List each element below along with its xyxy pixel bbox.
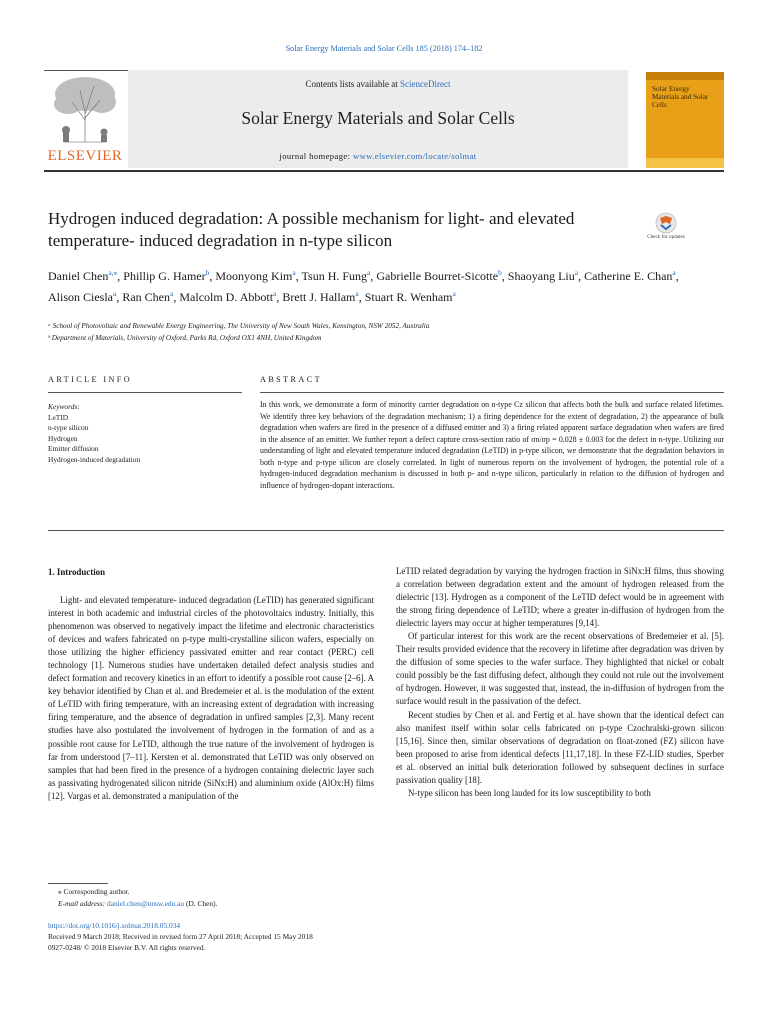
check-for-updates-button[interactable] (644, 212, 688, 258)
journal-cover[interactable] (646, 72, 724, 168)
author-affiliation-mark[interactable]: a (170, 289, 174, 298)
author-affiliation-mark[interactable]: a (113, 289, 117, 298)
journal-homepage-line (128, 151, 628, 161)
keyword-item: Hydrogen-induced degradation (48, 454, 141, 464)
author-affiliation-mark[interactable]: a (273, 289, 277, 298)
author-affiliation-mark[interactable]: a,⁎ (108, 268, 118, 277)
author-affiliation-mark[interactable]: b (205, 268, 210, 277)
email-label: E-mail address: (58, 899, 107, 908)
article-info-heading: ARTICLE INFO (48, 375, 133, 384)
body-paragraph: Light- and elevated temperature- induced degradation (LeTID) has generated significant interest in both academic and industrial circles of the photovoltaics industry. Initially, this phenomenon was observed to negatively impact the lifetime and electronic characteristics of devices and wafers fabricated on p-type multi-crystalline silicon wafers, especially on those utilizing the higher efficiency passivated emitter and rear contact (PERC) cell technology [1]. Numerous studies have undertaken detailed defect analysis studies and defect formation and recovery kinetics in an effort to identify a possible root cause [2–6]. A key behavior identified by Chan et al. and Bredemeier et al. is the modulation of the extent of LeTID with firing temperature, with an increasing extent of degradation with increasing firing temperature, and the absence of degradation in unfired samples [2,3]. Many recent studies have also postulated the involvement of hydrogen in the formation of and as a possible root cause for LeTID, although the true nature of the involvement of hydrogen is far from understood [7–11]. Kersten et al. demonstrated that LeTID was only observed on samples that had been fired in the presence of a hydrogen containing dielectric layer such as passivating hydrogenated silicon nitride (SiNx:H) and aluminium oxide (AlOx:H) films [12]. Vargas et al. demonstrated a manipulation of the (48, 595, 374, 801)
author-name[interactable]: Ran Chen (122, 290, 171, 304)
author-affiliation-mark[interactable]: a (574, 268, 579, 277)
check-for-updates-label: Check for updates (647, 234, 685, 240)
author-name[interactable]: Stuart R. Wenham (364, 290, 453, 304)
body-column-left (48, 594, 374, 803)
header-bottom-rule (44, 170, 724, 172)
abstract-heading: ABSTRACT (260, 375, 322, 384)
body-paragraph: Of particular interest for this work are the recent observations of Bredemeier et al. [5]. Their results provided evidence that the recovery in lifetime after degradation was driven by the diffusion of some species to the wafer surface. They highlighted that nickel or cobalt could possibly be the fast diffusing defect, although they could not rule out the involvement of hydrogen. However, it was suggested that, instead, the in-diffusion of hydrogen from the surface would result in the passivation of the defect. (396, 631, 724, 707)
received-dates: Received 9 March 2018; Received in revised form 27 April 2018; Accepted 15 May 2018 (48, 932, 313, 941)
publisher-name: ELSEVIER (47, 148, 123, 164)
body-paragraph: LeTID related degradation by varying the hydrogen fraction in SiNx:H films, thus showing a correlation between degradation extent and the amount of hydrogen released from the dielectric [13]. Hydrogen as a component of the LeTID defect would be in agreement with the strong firing dependence of LeTID; where a greater in-diffusion of hydrogen from the dielectric layers may occur at higher temperatures [9,14]. (396, 566, 724, 629)
cover-title: Solar Energy Materials and Solar Cells (652, 85, 709, 109)
body-column-right (396, 565, 724, 800)
keyword-item: Emitter diffusion (48, 444, 99, 454)
keyword-item: Hydrogen (48, 433, 78, 443)
homepage-link[interactable]: www.elsevier.com/locate/solmat (352, 151, 477, 161)
abstract-text: In this work, we demonstrate a form of minority carrier degradation on n-type Cz silicon that affects both the bulk and surface related lifetimes. We identify three key behaviors of the degradation mechanism; 1) a firing dependence for the extent of degradation, 2) the appearance of bulk degradation when wafers are fired in the presence of a diffused emitter and 3) a firing related apparent surface degradation when wafers are fired in the absence of an emitter. We further report a defect capture cross-section ratio of σn/σp = 0.028 ± 0.003 for the defect in n-type. Utilizing our understanding of light and elevated temperature induced degradation (LeTID) in p-type silicon, we demonstrate that the degradation behaviors in both n-type and p-type silicon are closely correlated. In light of numerous reports on the involvement of hydrogen, the potential role of a hydrogen-induced degradation mechanism is discussed in both p- and n-type silicon, particularly in relation to the diffusion of hydrogen and influence of hydrogen-dopant interactions. (260, 400, 724, 490)
body-paragraph: Recent studies by Chen et al. and Fertig et al. have shown that the identical defect can also manifest itself within solar cells fabricated on p-type Czochralski-grown silicon [15,16]. Since then, similar observations of degradation on float-zoned (FZ) silicon have been proposed to arise from identical defects [11,17,18]. In these FZ-LID studies, Sperber et al. observed an initial bulk deterioration followed by subsequent declines in surface passivation quality [18]. (396, 709, 724, 785)
footnote-rule (48, 883, 108, 884)
author-name[interactable]: Malcolm D. Abbott (179, 290, 274, 304)
email-suffix: (D. Chen). (184, 899, 218, 908)
author-affiliation-mark[interactable]: a (367, 268, 371, 277)
keyword-item: LeTID (48, 412, 69, 422)
author-name[interactable]: Alison Ciesla (48, 290, 113, 304)
author-name[interactable]: Tsun H. Fung (301, 269, 368, 283)
contents-prefix: Contents lists available at (305, 79, 400, 89)
cover-bottom-band (646, 158, 724, 168)
author-name[interactable]: Daniel Chen (48, 269, 109, 283)
contents-line (128, 79, 628, 89)
author-name[interactable]: Shaoyang Liu (507, 269, 575, 283)
author-name[interactable]: Gabrielle Bourret-Sicotte (376, 269, 499, 283)
email-note (58, 899, 217, 908)
doi-link[interactable]: https://doi.org/10.1016/j.solmat.2018.05.034 (48, 921, 181, 930)
keywords-heading: Keywords: (48, 402, 80, 411)
author-name[interactable]: Catherine E. Chan (584, 269, 673, 283)
journal-citation[interactable]: Solar Energy Materials and Solar Cells 185 (2018) 174–182 (285, 44, 483, 53)
keyword-item: n-type silicon (48, 423, 89, 433)
abstract-bottom-rule (48, 530, 724, 531)
article-info-rule (48, 392, 242, 393)
author-affiliation-mark[interactable]: a (672, 268, 676, 277)
article-title: Hydrogen induced degradation: A possible mechanism for light- and elevated temperature- induced degradation in n-type silicon (48, 209, 575, 250)
author-name[interactable]: Brett J. Hallam (282, 290, 356, 304)
affiliation-a: ᵃ School of Photovoltaic and Renewable Energy Engineering, The University of New South Wales, Kensington, NSW 2052, Australia (48, 322, 430, 330)
author-affiliation-mark[interactable]: b (498, 268, 502, 277)
abstract-rule (260, 392, 724, 393)
check-for-updates-icon (644, 212, 688, 234)
copyright-notice: 0927-0248/ © 2018 Elsevier B.V. All rights reserved. (48, 943, 206, 952)
corresponding-author-note: ⁎ Corresponding author. (58, 887, 130, 896)
keywords-block (48, 402, 242, 466)
author-affiliation-mark[interactable]: a (355, 289, 359, 298)
author-affiliation-mark[interactable]: a (452, 289, 456, 298)
author-name[interactable]: Moonyong Kim (215, 269, 293, 283)
journal-name: Solar Energy Materials and Solar Cells (241, 108, 515, 128)
homepage-prefix: journal homepage: (279, 151, 353, 161)
author-list: Daniel Chen$^{a,⁎}$, Phillip G. Hamer$^b$, Moonyong Kim$^a$, Tsun H. Fung$^a$, Gabrielle Bourret-Sicotte$^b$, Shaoyang Liu$^a$, Catherine E. Chan$^a$, Alison Ciesla$^a$, Ran Chen$^a$, Malcolm D. Abbott$^a$, Brett J. Hallam$^a$, Stuart R. Wenham$^a$ (48, 268, 679, 304)
body-paragraph: N-type silicon has been long lauded for its low susceptibility to both (408, 787, 651, 798)
affiliation-b: ᵇ Department of Materials, University of Oxford, Parks Rd, Oxford OX1 4NH, United Kingdom (48, 334, 322, 342)
email-link[interactable]: daniel.chen@unsw.edu.au (107, 899, 185, 908)
author-affiliation-mark[interactable]: a (292, 268, 296, 277)
section-heading-introduction: 1. Introduction (48, 567, 106, 577)
cover-top-band (646, 72, 724, 80)
sciencedirect-link[interactable]: ScienceDirect (400, 79, 451, 89)
author-name[interactable]: Phillip G. Hamer (123, 269, 206, 283)
